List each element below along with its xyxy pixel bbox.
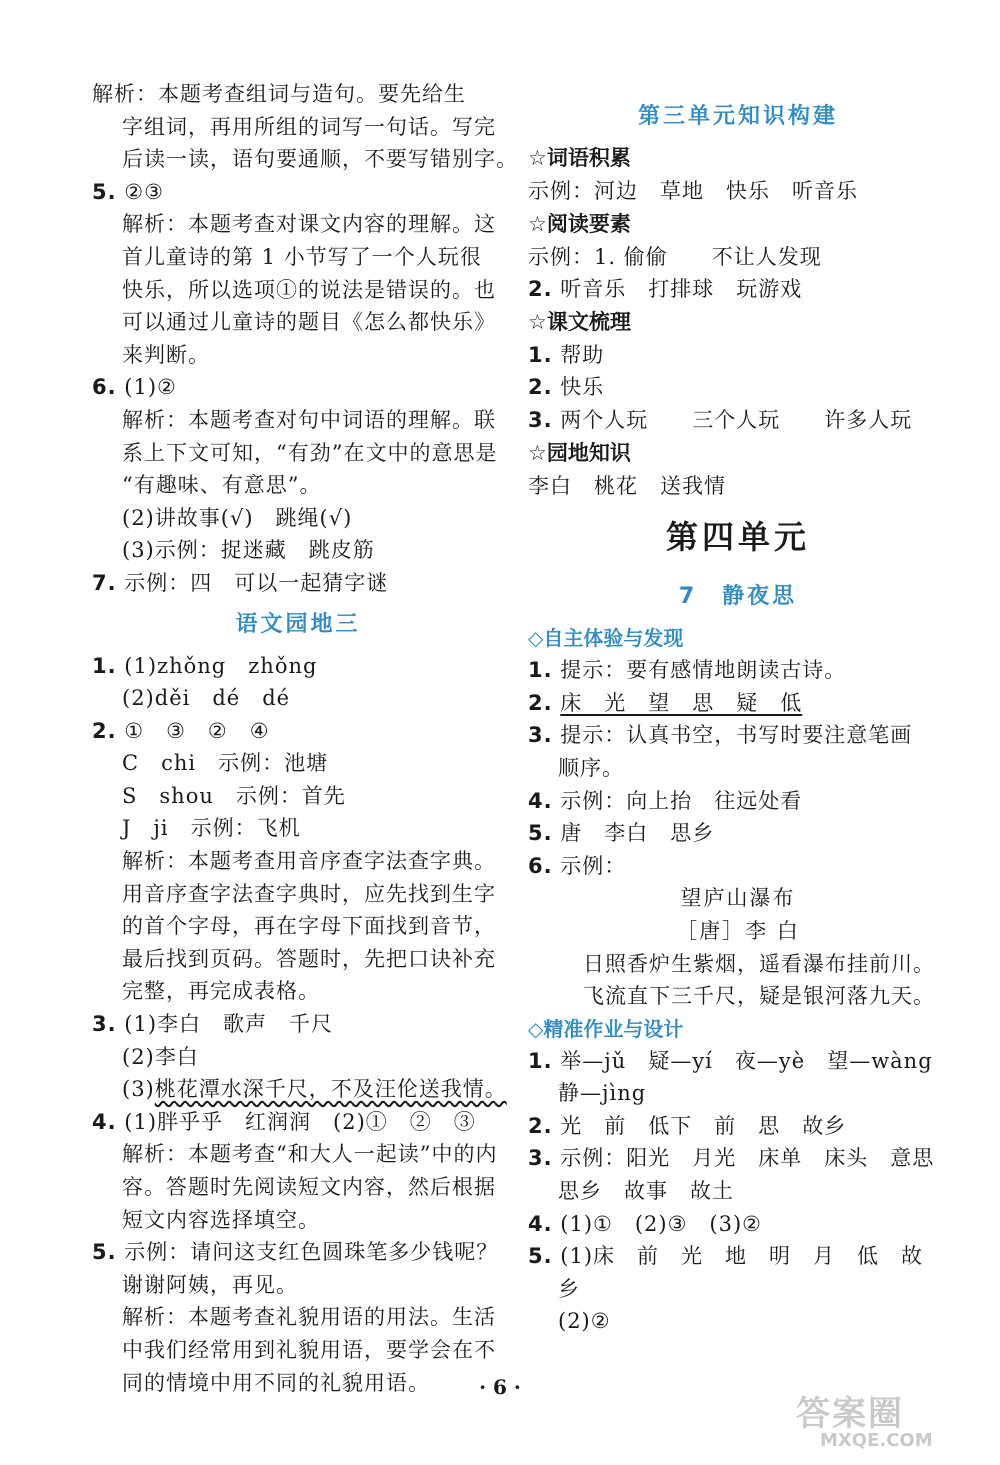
question-number: 5. [92,179,117,204]
section-title: 第三单元知识构建 [637,104,838,129]
subsection-heading: ◇精准作业与设计 [528,1016,684,1041]
item-text: 示例：向上抬 往远处看 [560,788,803,813]
right-column [528,92,948,1338]
knowledge-heading: ☆词语积累 [528,146,631,170]
item-continuation: 思乡 故事 故土 [558,1179,734,1204]
item-text: (1)① (2)③ (3)② [560,1211,762,1236]
poem-title: 望庐山瀑布 [680,886,796,911]
subsection-heading: ◇自主体验与发现 [528,626,684,651]
analysis-line: 解析：本题考查组词与造句。要先给生 [92,82,466,106]
analysis-line: 的首个字母，再在字母下面找到音节， [122,914,496,939]
list-item [528,1240,948,1273]
list-item [528,687,948,720]
analysis-line: 短文内容选择填空。 [122,1207,320,1232]
list-item [528,817,948,850]
item-number: 5. [528,821,553,846]
list-item [528,1045,948,1078]
analysis-line: 后读一读，语句要通顺，不要写错别字。 [122,147,518,172]
list-item [528,404,948,437]
garden-question-3 [92,1008,504,1041]
item-text: 示例： [560,853,627,878]
list-item [528,371,948,404]
item-text: 举—jǔ 疑—yí 夜—yè 望—wàng [560,1048,933,1073]
item-continuation: 乡 [558,1276,580,1301]
answer: C chi 示例：池塘 [122,751,329,776]
answer: (2)李白 [122,1044,199,1069]
answer-prefix: (3) [122,1077,155,1102]
lesson-title: 7 静夜思 [678,584,798,610]
analysis-line: 解析：本题考查“和大人一起读”中的内 [122,1142,498,1167]
analysis-line: 同的情境中用不同的礼貌用语。 [122,1370,430,1395]
list-item [528,1208,948,1241]
knowledge-line: 示例：河边 草地 快乐 听音乐 [528,179,858,203]
answer: (1)胖乎乎 红润润 (2)① ② ③ [124,1109,476,1134]
garden-question-4 [92,1106,504,1139]
question-number: 5. [92,1240,117,1265]
knowledge-line: 示例：1. 偷偷 不让人发现 [528,244,822,269]
question-number: 2. [92,718,117,743]
question-5 [92,176,504,209]
analysis-line: 系上下文可知，“有劲”在文中的意思是 [122,440,498,465]
answer: (1)zhǒng zhǒng [124,653,318,678]
item-number: 1. [528,1048,553,1073]
analysis-line: 解析：本题考查用音序查字法查字典。 [122,849,496,874]
item-text: 快乐 [560,375,605,400]
list-item [528,1110,948,1143]
analysis-line: 可以通过儿童诗的题目《怎么都快乐》 [122,310,496,335]
answer: S shou 示例：首先 [122,783,346,808]
analysis-line: 完整，再完成表格。 [122,979,320,1004]
knowledge-heading: ☆课文梳理 [528,309,631,334]
question-number: 6. [92,375,117,400]
analysis-line: 容。答题时先阅读短文内容，然后根据 [122,1175,496,1199]
item-number: 2. [528,1113,553,1138]
list-item [528,785,948,818]
item-number: 3. [528,1146,553,1171]
item-text: 两个人玩 三个人玩 许多人玩 [560,407,913,432]
item-number: 3. [528,407,553,432]
item-number: 1. [528,658,553,683]
item-continuation: (2)② [558,1309,611,1334]
item-text: (1)床 前 光 地 明 月 低 故 [560,1244,924,1269]
item-number: 3. [528,723,553,748]
knowledge-line: 李白 桃花 送我情 [528,473,726,498]
item-number: 4. [528,1211,553,1236]
item-number: 2. [528,690,553,715]
item-text: 提示：认真书空，书写时要注意笔画 [560,723,913,748]
answer: (1)李白 歌声 千尺 [124,1012,334,1037]
left-column [92,78,518,1399]
item-text: 提示：要有感情地朗读古诗。 [560,658,847,683]
list-item [528,1142,948,1175]
underlined-answer: 桃花潭水深千尺，不及汪伦送我情。 [154,1077,507,1102]
knowledge-heading: ☆阅读要素 [528,211,631,236]
analysis-line: 解析：本题考查对课文内容的理解。这 [122,212,496,237]
question-6 [92,371,504,404]
unit-title: 第四单元 [665,518,810,557]
question-7 [92,567,504,600]
list-item [528,850,948,883]
poem-line: 飞流直下三千尺，疑是银河落九天。 [583,984,935,1009]
answer: (3)示例：捉迷藏 跳皮筋 [122,538,375,563]
item-number: 1. [528,342,553,367]
question-number: 4. [92,1109,117,1134]
item-number: 2. [528,277,553,302]
list-item [528,719,948,752]
item-number: 4. [528,788,553,813]
item-number: 6. [528,853,553,878]
analysis-line: 首儿童诗的第 1 小节写了一个人玩很 [122,244,482,269]
item-text: 唐 李白 思乡 [560,821,715,846]
garden-question-5 [92,1236,504,1269]
answer: ②③ [124,179,164,204]
item-continuation: 静—jìng [558,1081,647,1106]
answer: 示例：四 可以一起猜字谜 [124,570,389,595]
answer: (1)② [124,375,177,400]
garden-question-2 [92,715,504,748]
analysis-line: 解析：本题考查礼貌用语的用法。生活 [122,1305,496,1330]
poem-line: 日照香炉生紫烟，遥看瀑布挂前川。 [583,951,935,976]
item-text: 光 前 低下 前 思 故乡 [560,1113,847,1138]
item-text: 听音乐 打排球 玩游戏 [560,277,803,302]
analysis-line: 中我们经常用到礼貌用语，要学会在不 [122,1337,496,1362]
question-number: 7. [92,570,117,595]
section-title: 语文园地三 [235,611,361,637]
analysis-line: “有趣味、有意思”。 [122,473,322,498]
item-text: 床 光 望 思 疑 低 [560,690,803,715]
answer-line [92,1073,507,1106]
analysis-line: 快乐，所以选项①的说法是错误的。也 [122,277,496,302]
poem-author: ［唐］李 白 [676,918,800,943]
knowledge-line [528,273,948,306]
answer: J ji 示例：飞机 [122,816,301,841]
question-number: 1. [92,653,117,678]
page-number: · 6 · [479,1375,521,1399]
item-number: 2. [528,375,553,400]
item-continuation: 顺序。 [558,755,624,780]
answer: (2)děi dé dé [122,686,291,711]
analysis-line: 字组词，再用所组的词写一句话。写完 [122,114,496,139]
list-item [528,339,948,372]
analysis-line: 最后找到页码。答题时，先把口诀补充 [122,946,496,971]
answer: 谢谢阿姨，再见。 [122,1272,298,1297]
answer: 示例：请问这支红色圆珠笔多少钱呢？ [124,1240,499,1265]
answer: (2)讲故事(√) 跳绳(√) [122,505,353,530]
answer: ① ③ ② ④ [124,718,270,743]
watermark-url: MXQE.COM [820,1430,933,1451]
analysis-line: 来判断。 [122,342,210,367]
watermark-logo [792,1386,984,1456]
analysis-line: 解析：本题考查对句中词语的理解。联 [122,407,496,432]
garden-question-1 [92,650,504,683]
watermark-text: 答案圈 [796,1394,904,1434]
item-text: 示例：阳光 月光 床单 床头 意思 [560,1146,935,1171]
list-item [528,654,948,687]
item-number: 5. [528,1244,553,1269]
analysis-line: 用音序查字法查字典时，应先找到生字 [122,881,496,906]
item-text: 帮助 [560,342,605,367]
knowledge-heading: ☆园地知识 [528,440,631,465]
question-number: 3. [92,1012,117,1037]
